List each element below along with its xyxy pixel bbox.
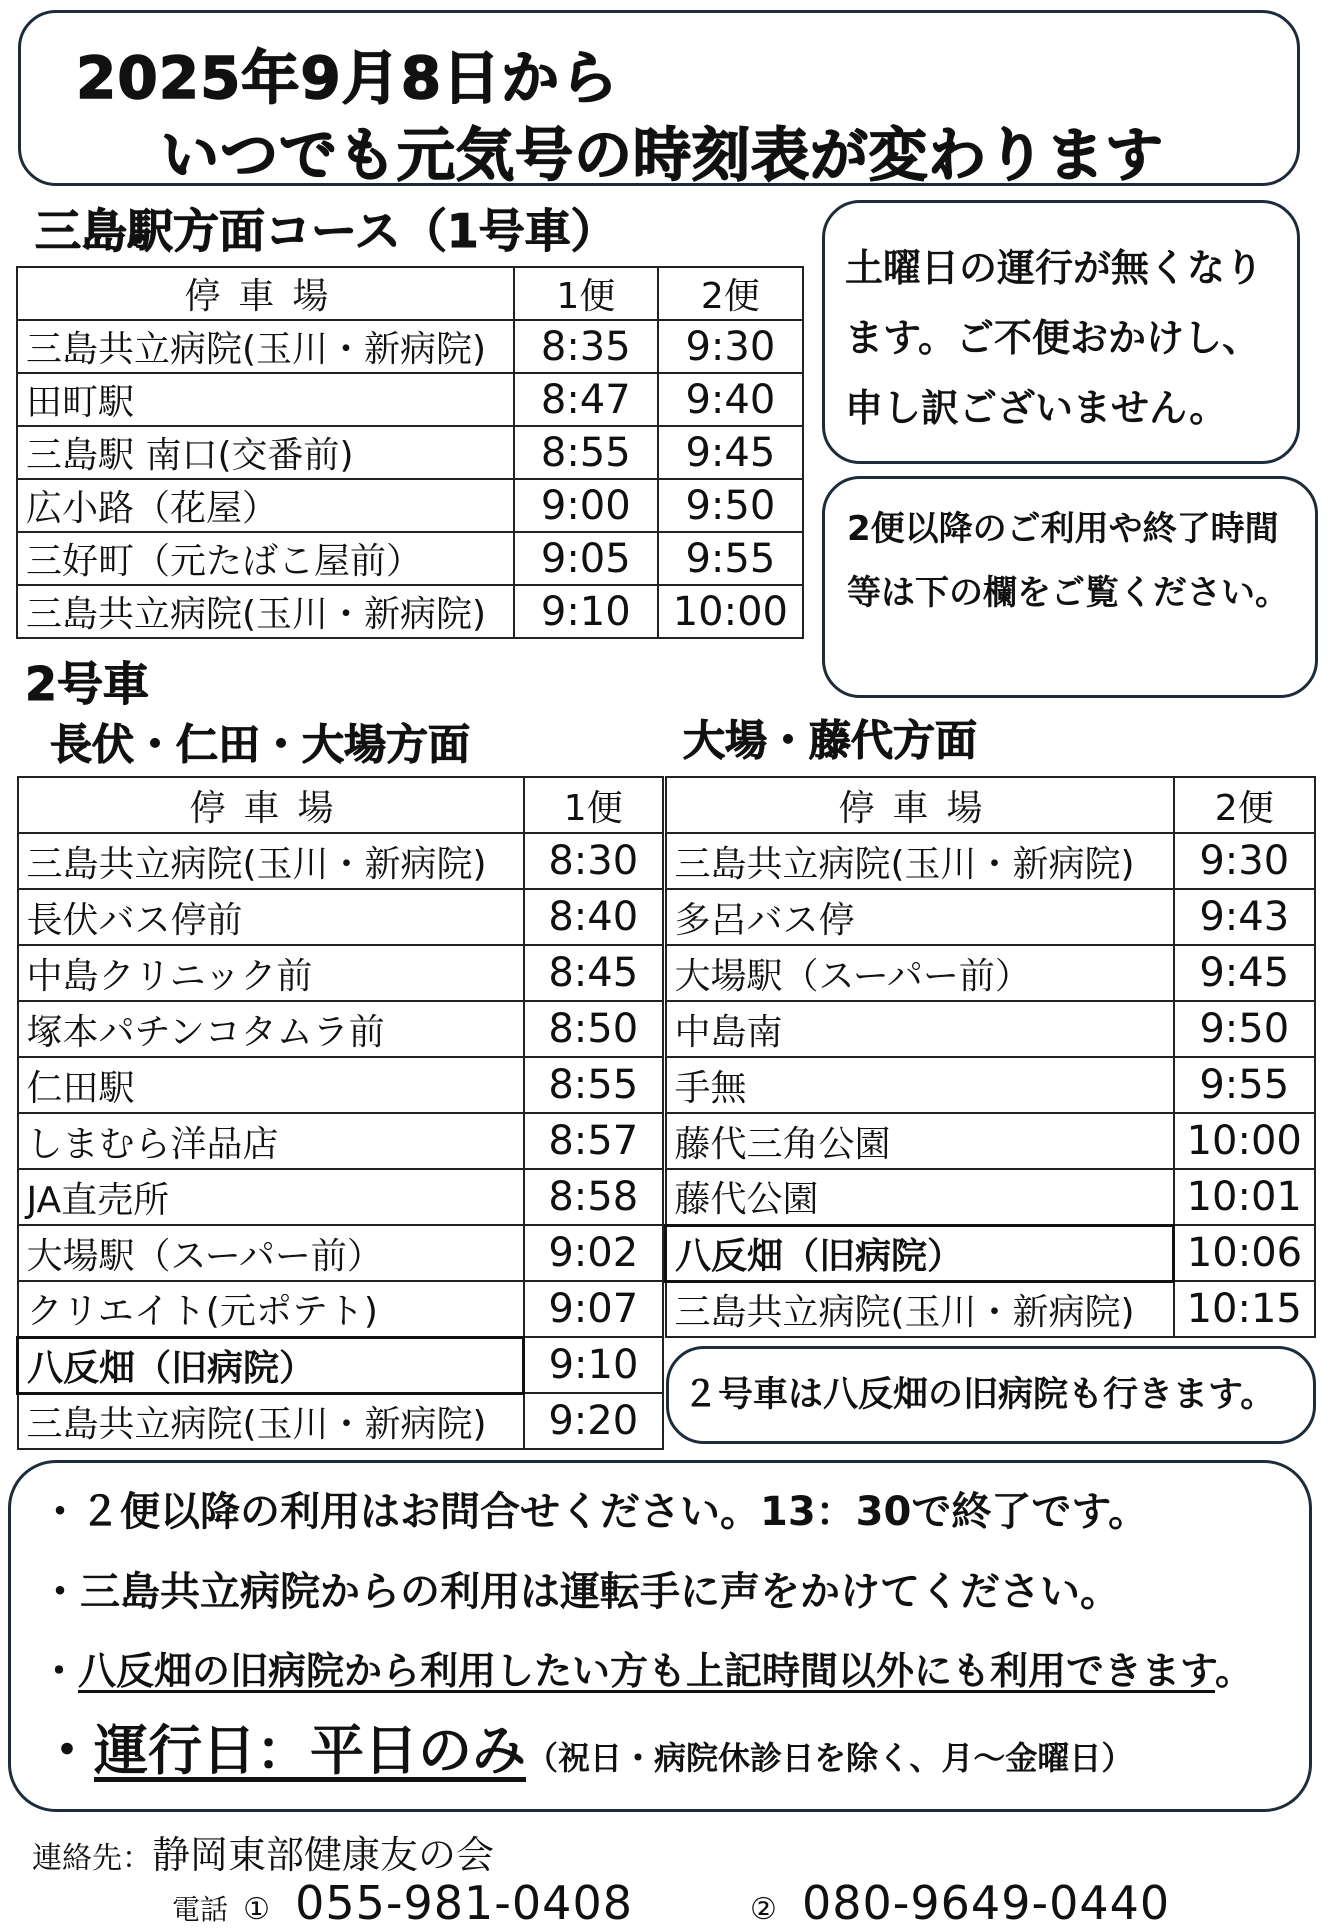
time-bin1: 8:47 bbox=[514, 373, 658, 426]
car2-old-hospital-notice: ２号車は八反畑の旧病院も行きます。 bbox=[666, 1346, 1316, 1444]
stop-name: 田町駅 bbox=[17, 373, 514, 426]
time-bin1: 9:10 bbox=[514, 585, 658, 638]
phone-1 bbox=[172, 1876, 633, 1930]
time-bin2: 9:40 bbox=[658, 373, 803, 426]
saturday-notice: 土曜日の運行が無くなります。ご不便おかけし、申し訳ございません。 bbox=[822, 200, 1300, 464]
column-header-bin2: 2便 bbox=[658, 267, 803, 320]
table-row bbox=[18, 1001, 664, 1057]
car2-route-a-timetable bbox=[16, 776, 664, 1450]
table-row bbox=[666, 1281, 1316, 1337]
stop-name: 藤代三角公園 bbox=[666, 1113, 1174, 1169]
time-bin1: 9:07 bbox=[524, 1281, 664, 1337]
time-bin1: 8:55 bbox=[514, 426, 658, 479]
table-row bbox=[18, 1057, 664, 1113]
time-bin1: 8:45 bbox=[524, 945, 664, 1001]
stop-name: 三島共立病院(玉川・新病院) bbox=[18, 1393, 524, 1449]
phone1-number: 055-981-0408 bbox=[295, 1876, 633, 1930]
table-row bbox=[666, 1225, 1316, 1281]
after-second-bin-notice: 2便以降のご利用や終了時間等は下の欄をご覧ください。 bbox=[822, 476, 1318, 698]
table-row bbox=[17, 585, 803, 638]
operating-days-note: （祝日・病院休診日を除く、月～金曜日） bbox=[526, 1739, 1134, 1777]
stop-name: 三島駅 南口(交番前) bbox=[17, 426, 514, 479]
time-bin1: 9:20 bbox=[524, 1393, 664, 1449]
table-row bbox=[666, 889, 1316, 945]
table-row bbox=[17, 320, 803, 373]
stop-name: 三島共立病院(玉川・新病院) bbox=[666, 833, 1174, 889]
time-bin2: 10:00 bbox=[658, 585, 803, 638]
time-bin1: 8:40 bbox=[524, 889, 664, 945]
phone-label: 電話 bbox=[172, 1893, 229, 1926]
table-row bbox=[17, 373, 803, 426]
phone2-mark: ② bbox=[750, 1892, 777, 1927]
info-bullet-old-hospital bbox=[40, 1640, 1253, 1695]
period: 。 bbox=[1214, 1649, 1253, 1693]
table-row bbox=[18, 1281, 664, 1337]
table-row bbox=[666, 1057, 1316, 1113]
stop-name: 中島南 bbox=[666, 1001, 1174, 1057]
stop-name: 多呂バス停 bbox=[666, 889, 1174, 945]
table-row bbox=[17, 479, 803, 532]
column-header-bin1: 1便 bbox=[514, 267, 658, 320]
title-line-2: いつでも元気号の時刻表が変わります bbox=[161, 121, 1165, 189]
time-bin1: 8:58 bbox=[524, 1169, 664, 1225]
table-row bbox=[18, 1393, 664, 1449]
time-bin1: 9:02 bbox=[524, 1225, 664, 1281]
table-row bbox=[18, 833, 664, 889]
time-bin1: 8:57 bbox=[524, 1113, 664, 1169]
time-bin2: 9:45 bbox=[658, 426, 803, 479]
phone1-mark: ① bbox=[243, 1892, 271, 1927]
stop-name: JA直売所 bbox=[18, 1169, 524, 1225]
time-bin1: 8:35 bbox=[514, 320, 658, 373]
table-row bbox=[666, 1001, 1316, 1057]
time-bin2: 9:50 bbox=[1174, 1001, 1316, 1057]
column-header-bin1: 1便 bbox=[524, 777, 664, 833]
table-row bbox=[18, 1225, 664, 1281]
time-bin2: 10:06 bbox=[1174, 1225, 1316, 1281]
contact-label: 連絡先： bbox=[32, 1841, 152, 1876]
time-bin2: 10:01 bbox=[1174, 1169, 1316, 1225]
bullet-mark: ・ bbox=[40, 1719, 94, 1782]
bullet-mark: ・ bbox=[40, 1649, 79, 1693]
time-bin2: 9:45 bbox=[1174, 945, 1316, 1001]
car1-timetable bbox=[16, 266, 804, 639]
stop-name: 仁田駅 bbox=[18, 1057, 524, 1113]
stop-name-highlighted: 八反畑（旧病院） bbox=[18, 1337, 524, 1393]
table-row bbox=[666, 945, 1316, 1001]
table-row bbox=[666, 833, 1316, 889]
phone2-number: 080-9649-0440 bbox=[802, 1876, 1171, 1930]
car2-heading: 2号車 bbox=[25, 657, 150, 711]
stop-name: 大場駅（スーパー前） bbox=[666, 945, 1174, 1001]
table-header-row bbox=[17, 267, 803, 320]
stop-name: 大場駅（スーパー前） bbox=[18, 1225, 524, 1281]
time-bin1: 9:10 bbox=[524, 1337, 664, 1393]
column-header-stop: 停車場 bbox=[18, 777, 524, 833]
stop-name: 藤代公園 bbox=[666, 1169, 1174, 1225]
stop-name: しまむら洋品店 bbox=[18, 1113, 524, 1169]
stop-name: 三島共立病院(玉川・新病院) bbox=[666, 1281, 1174, 1337]
stop-name: 広小路（花屋） bbox=[17, 479, 514, 532]
time-bin2: 9:43 bbox=[1174, 889, 1316, 945]
info-bullet-inquiry: ・２便以降の利用はお問合せください。13：30で終了です。 bbox=[40, 1489, 1149, 1535]
time-bin2: 9:55 bbox=[1174, 1057, 1316, 1113]
time-bin1: 9:00 bbox=[514, 479, 658, 532]
stop-name: 三好町（元たばこ屋前） bbox=[17, 532, 514, 585]
info-bullet-driver: ・三島共立病院からの利用は運転手に声をかけてください。 bbox=[40, 1569, 1120, 1615]
time-bin1: 9:05 bbox=[514, 532, 658, 585]
table-row bbox=[18, 1113, 664, 1169]
time-bin2: 10:00 bbox=[1174, 1113, 1316, 1169]
time-bin1: 8:50 bbox=[524, 1001, 664, 1057]
table-header-row bbox=[666, 777, 1316, 833]
car1-heading: 三島駅方面コース（1号車） bbox=[35, 204, 617, 258]
stop-name: 三島共立病院(玉川・新病院) bbox=[17, 320, 514, 373]
stop-name: 手無 bbox=[666, 1057, 1174, 1113]
time-bin1: 8:30 bbox=[524, 833, 664, 889]
title-banner bbox=[18, 10, 1300, 189]
time-bin1: 8:55 bbox=[524, 1057, 664, 1113]
time-bin2: 9:30 bbox=[658, 320, 803, 373]
stop-name: 三島共立病院(玉川・新病院) bbox=[18, 833, 524, 889]
route-a-heading: 長伏・仁田・大場方面 bbox=[50, 720, 471, 769]
table-row bbox=[18, 945, 664, 1001]
stop-name: 中島クリニック前 bbox=[18, 945, 524, 1001]
contact-org: 静岡東部健康友の会 bbox=[152, 1833, 495, 1877]
time-bin2: 10:15 bbox=[1174, 1281, 1316, 1337]
column-header-stop: 停車場 bbox=[666, 777, 1174, 833]
stop-name: 長伏バス停前 bbox=[18, 889, 524, 945]
time-bin2: 9:55 bbox=[658, 532, 803, 585]
car2-route-b-timetable bbox=[664, 776, 1316, 1338]
table-row bbox=[18, 1337, 664, 1393]
table-header-row bbox=[18, 777, 664, 833]
table-row bbox=[17, 532, 803, 585]
route-b-heading: 大場・藤代方面 bbox=[683, 716, 978, 765]
time-bin2: 9:50 bbox=[658, 479, 803, 532]
column-header-bin2: 2便 bbox=[1174, 777, 1316, 833]
column-header-stop: 停車場 bbox=[17, 267, 514, 320]
stop-name-highlighted: 八反畑（旧病院） bbox=[666, 1225, 1174, 1281]
stop-name: クリエイト(元ポテト) bbox=[18, 1281, 524, 1337]
table-row bbox=[18, 1169, 664, 1225]
table-row bbox=[18, 889, 664, 945]
stop-name: 三島共立病院(玉川・新病院) bbox=[17, 585, 514, 638]
underlined-text: 八反畑の旧病院から利用したい方も上記時間以外にも利用できます bbox=[78, 1649, 1215, 1693]
table-row bbox=[666, 1169, 1316, 1225]
time-bin2: 9:30 bbox=[1174, 833, 1316, 889]
stop-name: 塚本パチンコタムラ前 bbox=[18, 1001, 524, 1057]
info-bullet-operating-days bbox=[40, 1708, 1133, 1785]
title-line-1: 2025年9月8日から bbox=[76, 44, 620, 112]
operating-days-text: 運行日：平日のみ bbox=[94, 1719, 526, 1782]
contact-line bbox=[32, 1824, 494, 1879]
table-row bbox=[17, 426, 803, 479]
phone-2 bbox=[740, 1876, 1170, 1930]
table-row bbox=[666, 1113, 1316, 1169]
